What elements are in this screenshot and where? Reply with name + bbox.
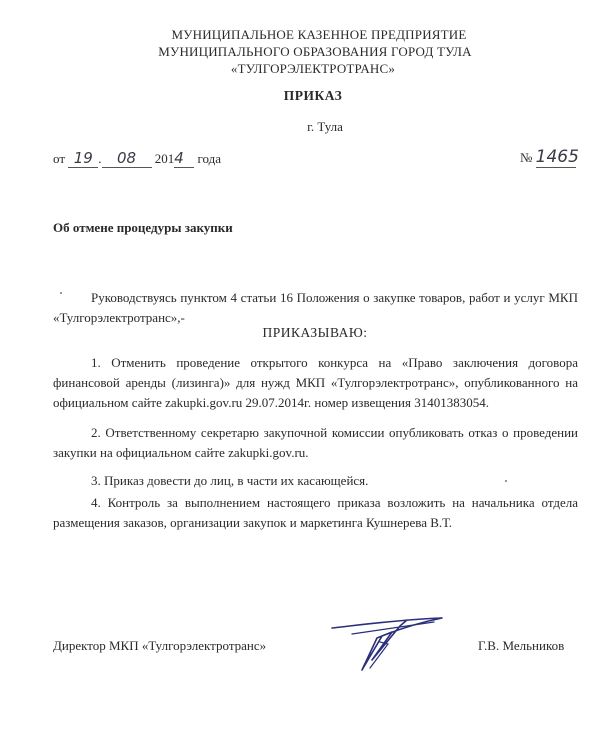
date-suffix: года — [197, 151, 222, 166]
org-header-line-2: МУНИЦИПАЛЬНОГО ОБРАЗОВАНИЯ ГОРОД ТУЛА — [158, 44, 472, 59]
date-year-printed: 201 — [154, 151, 175, 166]
order-number-line — [520, 147, 579, 168]
document-type-title: ПРИКАЗ — [283, 88, 343, 103]
org-header-line-3: «ТУЛГОРЭЛЕКТРОТРАНС» — [230, 61, 396, 76]
signatory-title: Директор МКП «Тулгорэлектротранс» — [53, 638, 267, 653]
date-month-handwritten: 08 — [102, 149, 152, 168]
order-item-4: 4. Контроль за выполнением настоящего приказа возложить на начальника отдела размещения заказов, организации закупок и маркетинга Кушнерева В.Т. — [53, 495, 578, 530]
date-year-handwritten: 4 — [174, 149, 194, 168]
scan-speck — [60, 292, 62, 294]
order-number-handwritten: 1465 — [535, 147, 579, 167]
preamble-paragraph: Руководствуясь пунктом 4 статьи 16 Положения о закупке товаров, работ и услуг МКП «Тулгорэлектротранс»,- — [53, 290, 578, 325]
order-item-3: 3. Приказ довести до лиц, в части их касающейся. — [91, 473, 369, 488]
signatory-name: Г.В. Мельников — [478, 638, 565, 653]
date-prefix: от — [53, 151, 66, 166]
org-header-line-1: МУНИЦИПАЛЬНОЕ КАЗЕННОЕ ПРЕДПРИЯТИЕ — [171, 27, 467, 42]
order-subject: Об отмене процедуры закупки — [53, 220, 233, 235]
date-day-handwritten: 19 — [68, 149, 98, 168]
number-sign: № — [520, 150, 533, 165]
command-heading: ПРИКАЗЫВАЮ: — [262, 325, 368, 340]
handwritten-signature — [322, 598, 462, 678]
city-line: г. Тула — [307, 119, 343, 134]
order-item-2: 2. Ответственному секретарю закупочной комиссии опубликовать отказ о проведении закупки на официальном сайте zakupki.gov.ru. — [53, 425, 578, 460]
scan-speck — [505, 480, 507, 482]
date-line: от 19 . 08 2014 года — [53, 149, 222, 167]
order-item-1: 1. Отменить проведение открытого конкурса на «Право заключения договора финансовой аренды (лизинга)» для нужд МКП «Тулгорэлектротранс», опубликованного на официальном сайте zakupki.gov.ru 29.07.2014г. номер извещения 31401383054. — [53, 355, 578, 410]
